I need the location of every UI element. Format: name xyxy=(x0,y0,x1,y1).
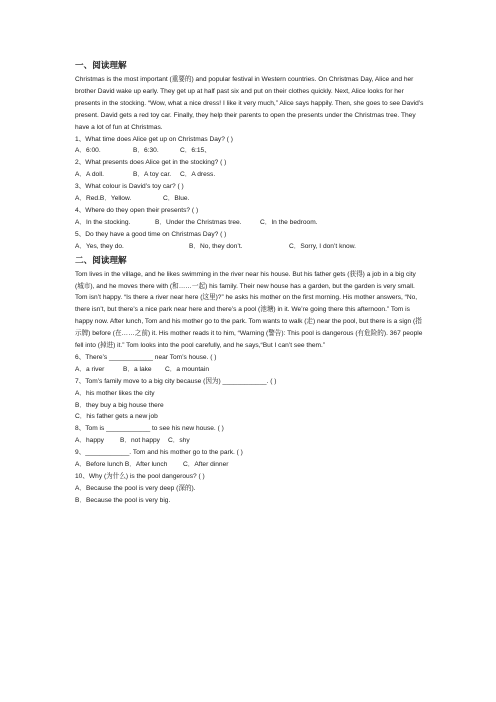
question-8-options xyxy=(75,435,425,447)
question-3: 3、What colour is David’s toy car? ( ) xyxy=(75,183,184,191)
section1-questions xyxy=(75,134,425,253)
question-10: 10、Why (为什么) is the pool dangerous? ( ) xyxy=(75,473,205,480)
section2-passage: Tom lives in the village, and he likes swimming in the river near his house. But his father gets (获得) a job in a big city (城市), and he moves there with (和……一起) his family. Their new house has a garden, but the garden is very small. Tom isn’t happy. “Is there a river near here (这里)?” he asks his mother on the first morning. His mother answers, “No, there isn’t, but there’s a nice park near here and there’s a pool (池塘) in it. We’re going there this afternoon.” Tom is happy now. After lunch, Tom and his mother go to the park. Tom wants to walk (走) near the pool, but there is a sign (指示牌) before (在……之前) it. His mother reads it to him, “Warning (警告): This pool is dangerous (有危险的). 367 people fell into (掉进) it.” Tom looks into the pool carefully, and he says,“But I can’t see them.” xyxy=(75,270,423,350)
option-b[interactable]: B．Because the pool is very big. xyxy=(75,496,171,504)
option-c[interactable]: C．Sorry, I don’t know. xyxy=(289,242,356,250)
section1-heading: 一、阅读理解 xyxy=(75,60,127,70)
question-9-options xyxy=(75,459,425,471)
question-2-options xyxy=(75,169,425,181)
option-c[interactable]: C．A dress. xyxy=(180,171,216,179)
option-a[interactable]: A．Because the pool is very deep (深的). xyxy=(75,484,196,492)
section2-heading: 二、阅读理解 xyxy=(75,254,127,265)
option-c[interactable]: C．shy xyxy=(168,437,190,445)
option-b[interactable]: B．not happy xyxy=(120,437,160,445)
option-a-b[interactable]: A．Before lunch B．After lunch xyxy=(75,461,168,469)
question-2: 2、What presents does Alice get in the stocking? ( ) xyxy=(75,159,227,167)
section2-questions xyxy=(75,352,425,507)
option-b[interactable]: B．a lake xyxy=(123,365,152,373)
question-7: 7、Tom’s family move to a big city because (因为) ____________. ( ) xyxy=(75,377,277,385)
question-3-options xyxy=(75,193,425,205)
section1-passage: Christmas is the most important (重要的) and popular festival in Western countries. On Christmas Day, Alice and her brother David wake up early. They get up at half past six and put on their clothes quickly. Next, Alice looks for her presents in the stocking. “Wow, what a nice dress! I like it very much,” Alice says happily. Then, she goes to see David’s present. David gets a red toy car. Finally, they help their parents to open the presents under the Christmas tree. They have a lot of fun at Christmas. xyxy=(75,76,424,131)
option-a[interactable]: A．happy xyxy=(75,437,104,445)
question-4: 4、Where do they open their presents? ( ) xyxy=(75,206,199,214)
option-c[interactable]: C．In the bedroom. xyxy=(260,218,318,226)
question-4-options xyxy=(75,217,425,229)
option-c[interactable]: C．After dinner xyxy=(183,461,229,469)
option-a[interactable]: A．In the stocking. xyxy=(75,218,131,226)
option-b[interactable]: B．No, they don’t. xyxy=(189,242,243,250)
option-c[interactable]: C．his father gets a new job xyxy=(75,413,158,421)
question-1: 1、What time does Alice get up on Christmas Day? ( ) xyxy=(75,135,233,143)
question-5: 5、Do they have a good time on Christmas Day? ( ) xyxy=(75,230,227,238)
question-6-options xyxy=(75,364,425,376)
question-1-options xyxy=(75,145,425,157)
option-c[interactable]: C．Blue. xyxy=(163,195,190,203)
option-b[interactable]: B．A toy car. xyxy=(133,171,172,179)
question-6: 6、There’s ____________ near Tom’s house. ( ) xyxy=(75,353,217,361)
option-a[interactable]: A．A doll. xyxy=(75,171,104,179)
worksheet-page xyxy=(75,60,425,507)
option-b[interactable]: B．they buy a big house there xyxy=(75,401,164,409)
question-5-options xyxy=(75,241,425,253)
option-a[interactable]: A．Yes, they do. xyxy=(75,242,124,250)
option-c[interactable]: C．a mountain xyxy=(165,365,209,373)
option-a[interactable]: A．a river xyxy=(75,365,105,373)
option-b[interactable]: B．Under the Christmas tree. xyxy=(155,218,242,226)
option-a[interactable]: A．6:00. xyxy=(75,147,101,155)
option-b[interactable]: B．6:30. xyxy=(133,147,159,155)
option-a[interactable]: A．his mother likes the city xyxy=(75,389,155,397)
option-c[interactable]: C．6:15、 xyxy=(180,147,211,155)
question-9: 9、____________. Tom and his mother go to the park. ( ) xyxy=(75,449,243,457)
option-a-b[interactable]: A．Red.B．Yellow. xyxy=(75,195,132,203)
question-8: 8、Tom is ____________ to see his new house. ( ) xyxy=(75,425,224,433)
